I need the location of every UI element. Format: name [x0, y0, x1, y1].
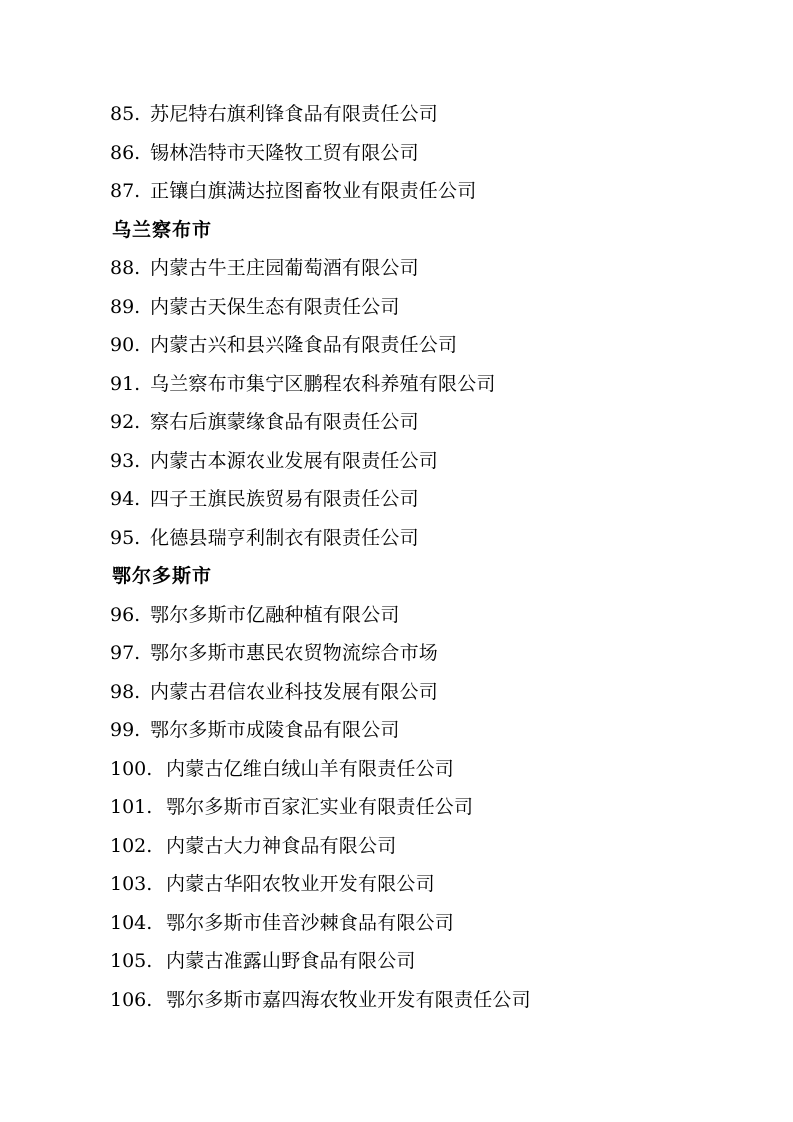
list-item — [110, 172, 698, 211]
list-item — [110, 288, 698, 327]
list-item — [110, 596, 698, 635]
list-item-number: 106. — [110, 988, 153, 1011]
list-item-number: 95. — [110, 526, 141, 549]
list-item-number: 93. — [110, 449, 141, 472]
list-item-company-name: 鄂尔多斯市嘉四海农牧业开发有限责任公司 — [166, 988, 531, 1011]
list-item — [110, 442, 698, 481]
region-heading: 乌兰察布市 — [112, 218, 213, 241]
list-item-number: 91. — [110, 372, 141, 395]
list-item-company-name: 内蒙古大力神食品有限公司 — [166, 834, 397, 857]
list-item — [110, 711, 698, 750]
list-item — [110, 249, 698, 288]
list-item-company-name: 苏尼特右旗利锋食品有限责任公司 — [150, 103, 439, 125]
list-item — [110, 981, 698, 1020]
list-item-company-name: 内蒙古牛王庄园葡萄酒有限公司 — [150, 257, 419, 279]
list-item-number: 94. — [110, 488, 141, 510]
list-item-number: 88. — [110, 257, 141, 279]
list-item-company-name: 察右后旗蒙缘食品有限责任公司 — [150, 411, 419, 433]
list-item — [110, 673, 698, 712]
region-heading: 鄂尔多斯市 — [112, 565, 213, 587]
list-item-number: 86. — [110, 141, 141, 164]
list-item-number: 103. — [110, 873, 153, 895]
list-item — [110, 365, 698, 404]
list-item-company-name: 鄂尔多斯市佳音沙棘食品有限公司 — [166, 911, 455, 934]
list-item-company-name: 内蒙古兴和县兴隆食品有限责任公司 — [150, 334, 458, 356]
list-item-company-name: 鄂尔多斯市亿融种植有限公司 — [150, 603, 400, 626]
list-item-number: 99. — [110, 719, 141, 741]
list-item-company-name: 内蒙古亿维白绒山羊有限责任公司 — [166, 757, 455, 780]
list-item-number: 105. — [110, 950, 153, 972]
list-item — [110, 942, 698, 981]
list-item — [110, 134, 698, 173]
list-item-company-name: 四子王旗民族贸易有限责任公司 — [150, 488, 419, 510]
list-item-number: 85. — [110, 103, 141, 125]
list-item — [110, 827, 698, 866]
list-item — [110, 750, 698, 789]
list-item-number: 92. — [110, 411, 141, 433]
list-item — [110, 519, 698, 558]
list-item-number: 97. — [110, 642, 141, 664]
list-item-number: 100. — [110, 757, 153, 780]
list-item-number: 87. — [110, 180, 141, 202]
list-item — [110, 326, 698, 365]
list-item-company-name: 正镶白旗满达拉图畜牧业有限责任公司 — [150, 180, 477, 202]
list-item — [110, 865, 698, 904]
list-item — [110, 480, 698, 519]
list-item-company-name: 内蒙古准露山野食品有限公司 — [166, 950, 416, 972]
list-item-number: 101. — [110, 796, 153, 818]
list-item-company-name: 内蒙古天保生态有限责任公司 — [150, 295, 400, 318]
list-item-company-name: 内蒙古君信农业科技发展有限公司 — [150, 680, 439, 703]
list-item — [110, 904, 698, 943]
list-item-company-name: 化德县瑞亨利制衣有限责任公司 — [150, 526, 419, 549]
list-item-company-name: 鄂尔多斯市惠民农贸物流综合市场 — [150, 642, 439, 664]
list-item-company-name: 内蒙古本源农业发展有限责任公司 — [150, 449, 439, 472]
list-item-company-name: 鄂尔多斯市成陵食品有限公司 — [150, 719, 400, 741]
list-item — [110, 403, 698, 442]
list-item-company-name: 鄂尔多斯市百家汇实业有限责任公司 — [166, 796, 474, 818]
list-item-company-name: 乌兰察布市集宁区鹏程农科养殖有限公司 — [150, 372, 496, 395]
list-item-number: 102. — [110, 834, 153, 857]
list-item-company-name: 内蒙古华阳农牧业开发有限公司 — [166, 873, 435, 895]
company-list — [110, 95, 698, 1019]
list-item — [110, 95, 698, 134]
list-item-number: 104. — [110, 911, 153, 934]
list-item-number: 96. — [110, 603, 141, 626]
list-item — [110, 788, 698, 827]
list-item-number: 89. — [110, 295, 141, 318]
list-item-number: 98. — [110, 680, 141, 703]
list-item-number: 90. — [110, 334, 141, 356]
list-item — [110, 634, 698, 673]
list-item-company-name: 锡林浩特市天隆牧工贸有限公司 — [150, 141, 419, 164]
